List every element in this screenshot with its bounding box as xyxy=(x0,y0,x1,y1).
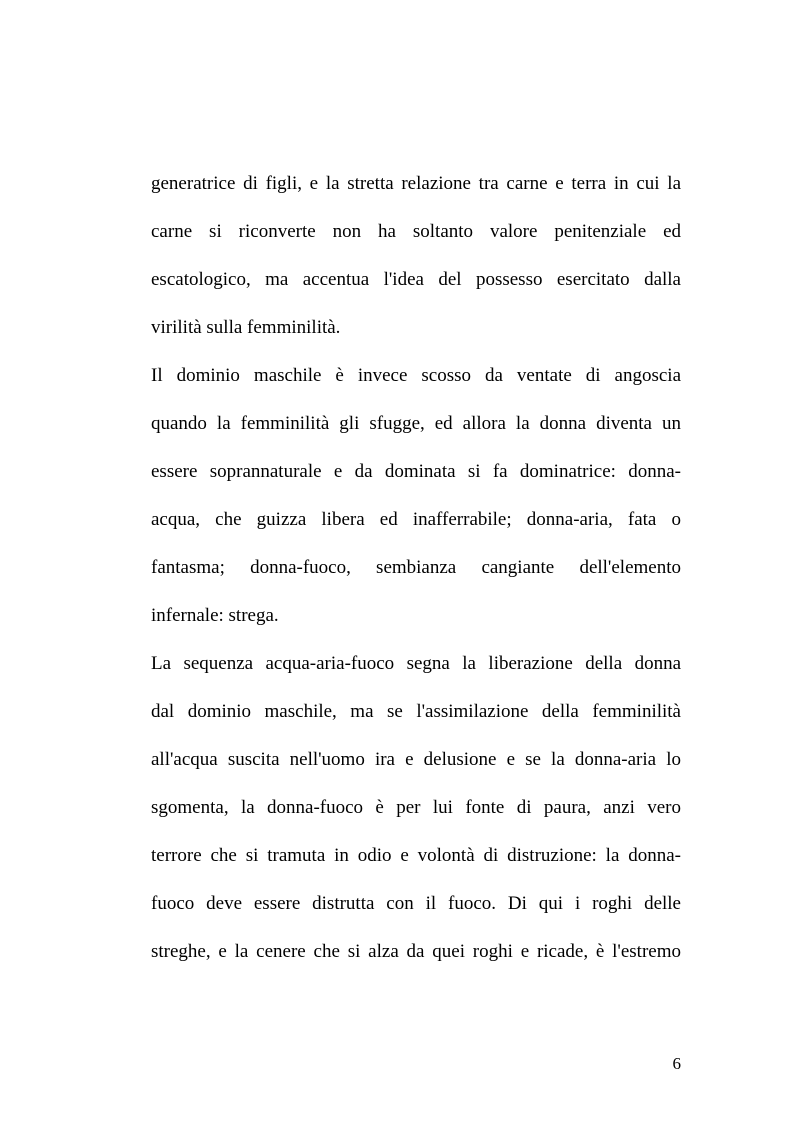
text-line: La sequenza acqua-aria-fuoco segna la liberazione della donna xyxy=(151,653,681,674)
text-line: fantasma; donna-fuoco, sembianza cangiante dell'elemento xyxy=(151,557,681,578)
text-line: carne si riconverte non ha soltanto valore penitenziale ed xyxy=(151,221,681,242)
text-line: essere soprannaturale e da dominata si fa dominatrice: donna- xyxy=(151,461,681,482)
text-line: all'acqua suscita nell'uomo ira e delusione e se la donna-aria lo xyxy=(151,749,681,770)
text-line: escatologico, ma accentua l'idea del possesso esercitato dalla xyxy=(151,269,681,290)
text-line: generatrice di figli, e la stretta relazione tra carne e terra in cui la xyxy=(151,173,681,194)
text-line: acqua, che guizza libera ed inafferrabile; donna-aria, fata o xyxy=(151,509,681,530)
text-line: infernale: strega. xyxy=(151,605,279,626)
text-line: terrore che si tramuta in odio e volontà di distruzione: la donna- xyxy=(151,845,681,866)
text-line: fuoco deve essere distrutta con il fuoco. Di qui i roghi delle xyxy=(151,893,681,914)
text-line: virilità sulla femminilità. xyxy=(151,317,341,338)
text-line: sgomenta, la donna-fuoco è per lui fonte di paura, anzi vero xyxy=(151,797,681,818)
body-text xyxy=(151,160,681,976)
text-line: Il dominio maschile è invece scosso da ventate di angoscia xyxy=(151,365,681,386)
text-line: dal dominio maschile, ma se l'assimilazione della femminilità xyxy=(151,701,681,722)
page-number: 6 xyxy=(672,1054,681,1073)
text-line: quando la femminilità gli sfugge, ed allora la donna diventa un xyxy=(151,413,681,434)
text-line: streghe, e la cenere che si alza da quei roghi e ricade, è l'estremo xyxy=(151,941,681,962)
